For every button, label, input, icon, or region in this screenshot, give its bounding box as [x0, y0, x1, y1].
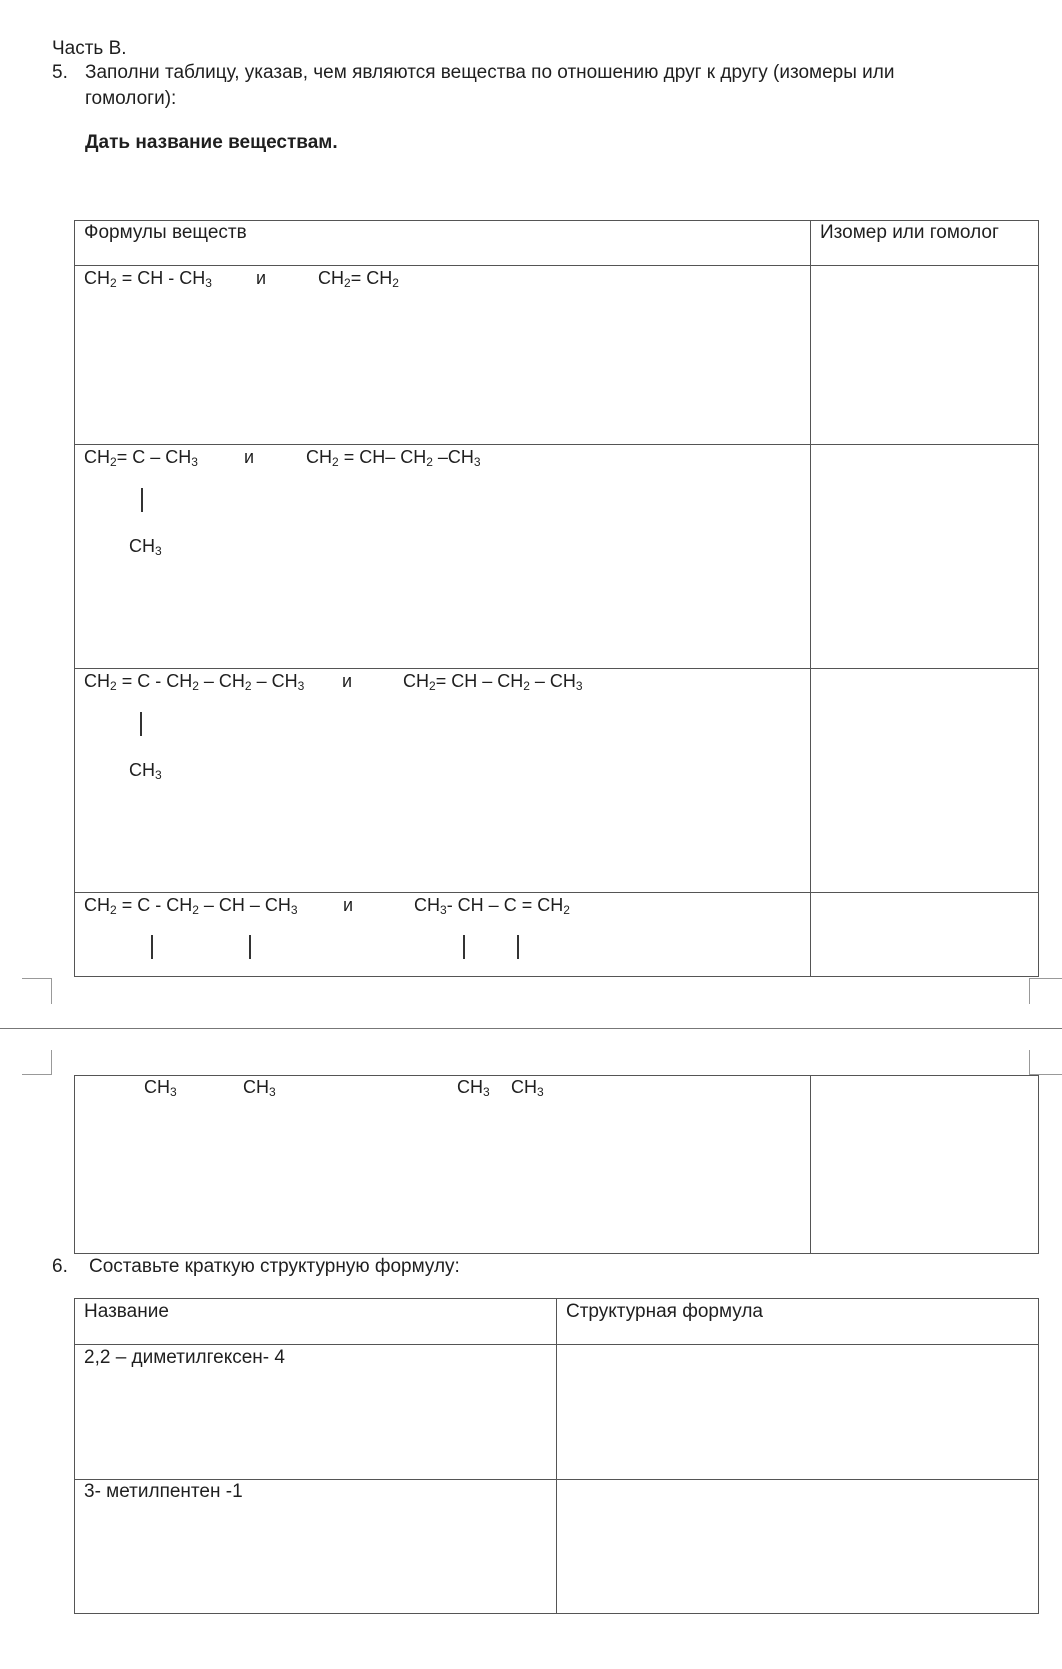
- compound-name-2: 3- метилпентен -1: [84, 1481, 243, 1502]
- question-5-instruction: Дать название веществам.: [85, 132, 338, 153]
- bond-line: [463, 935, 465, 959]
- column-header-answer: Изомер или гомолог: [820, 222, 999, 243]
- formula-row2-b: $CH_2 = CH-$ $CH_2$ $-CH_3$: [306, 447, 481, 469]
- question-5-number: 5.: [52, 62, 68, 83]
- compound-name-1: 2,2 – диметилгексен- 4: [84, 1347, 285, 1368]
- question-6-text: Составьте краткую структурную формулу:: [89, 1256, 460, 1277]
- branch-row4-2: $CH_3$: [243, 1077, 276, 1099]
- branch-row4-1: $CH_3$: [144, 1077, 177, 1099]
- part-heading: Часть В.: [52, 38, 127, 59]
- formula-row1-b: $CH_2= CH_2$: [318, 268, 399, 290]
- bond-line: [249, 935, 251, 959]
- branch-row3: $CH_3$: [129, 760, 162, 782]
- conjunction-row3: и: [342, 671, 353, 691]
- conjunction-row4: и: [343, 895, 354, 915]
- formula-row3-a: $CH_2 = C - CH_2 - CH_2 - CH_3$: [84, 671, 305, 693]
- answer-cell-row4-continued[interactable]: [811, 1076, 1037, 1252]
- formula-row4-b: $CH_3-$ CH – $C = CH_2$: [414, 895, 570, 917]
- answer-cell-row2[interactable]: [811, 445, 1037, 667]
- formula-row2-a: $CH_2= C - CH_3$: [84, 447, 198, 469]
- formula-answer-cell-2[interactable]: [557, 1480, 1037, 1612]
- answer-cell-row1[interactable]: [811, 266, 1037, 443]
- branch-row4-4: $CH_3$: [511, 1077, 544, 1099]
- answer-cell-row4[interactable]: [811, 893, 1037, 975]
- answer-cell-row3[interactable]: [811, 669, 1037, 891]
- branch-row4-3: $CH_3$: [457, 1077, 490, 1099]
- bond-line: [151, 935, 153, 959]
- column-header-structural-formula: Структурная формула: [566, 1301, 763, 1322]
- branch-row2: $CH_3$: [129, 536, 162, 558]
- formula-row1-a: $CH_2$ = CH - $CH_3$: [84, 268, 212, 290]
- conjunction-row2: и: [244, 447, 255, 467]
- formula-answer-cell-1[interactable]: [557, 1345, 1037, 1478]
- question-6-number: 6.: [52, 1256, 68, 1277]
- conjunction-row1: и: [256, 268, 267, 288]
- question-5-text-line1: Заполни таблицу, указав, чем являются вещества по отношению друг к другу (изомеры или: [85, 62, 895, 83]
- formula-row4-a: $CH_2 = C - CH_2$ – CH – $CH_3$: [84, 895, 298, 917]
- question-5-text-line2: гомологи):: [85, 88, 177, 109]
- column-header-name: Название: [84, 1301, 169, 1322]
- formula-row3-b: $CH_2=$ CH – $CH_2 - CH_3$: [403, 671, 583, 693]
- bond-line: [141, 488, 143, 512]
- bond-line: [140, 712, 142, 736]
- column-header-formulas: Формулы веществ: [84, 222, 247, 243]
- bond-line: [517, 935, 519, 959]
